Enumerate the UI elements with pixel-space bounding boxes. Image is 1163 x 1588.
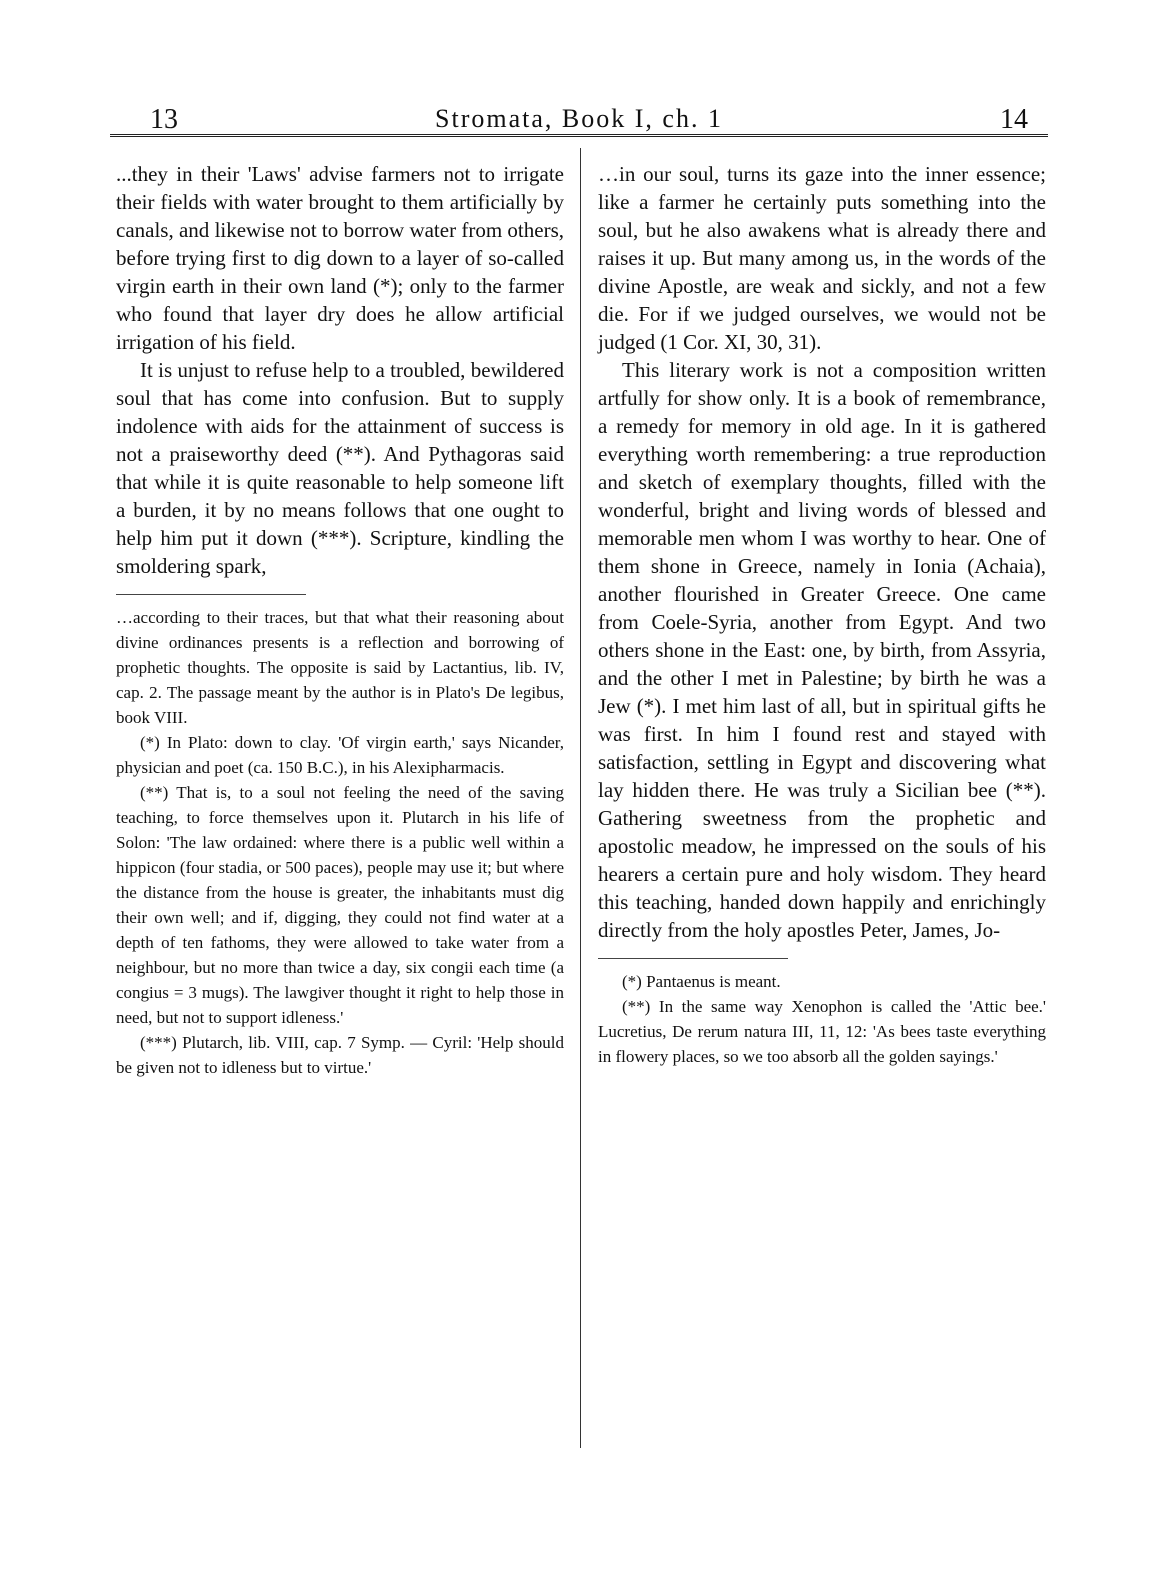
- body-paragraph: …in our soul, turns its gaze into the inner essence; like a farmer he certainly puts something into the soul, but he also awakens what is already there and raises it up. But many among us, in the words of the divine Apostle, are weak and sickly, and not a few die. For if we judged ourselves, we would not be judged (1 Cor. XI, 30, 31).: [598, 162, 1046, 354]
- header-rule: [110, 134, 1048, 137]
- footnote: (**) In the same way Xenophon is called the 'Attic bee.' Lucretius, De rerum natura III, 11, 12: 'As bees taste everything in flowery places, so we too absorb all the golden sayings.': [598, 997, 1046, 1066]
- footnote: (*) Pantaenus is meant.: [622, 972, 781, 991]
- body-paragraph: ...they in their 'Laws' advise farmers not to irrigate their fields with water brought to them artificially by canals, and likewise not to borrow water from others, before trying first to dig down to a layer of so-called virgin earth in their own land (*); only to the farmer who found that layer dry does he allow artificial irrigation of his field.: [116, 162, 564, 354]
- body-paragraph: It is unjust to refuse help to a troubled, bewildered soul that has come into confusion. But to supply indolence with aids for the attainment of success is not a praiseworthy deed (**). And Pythagoras said that while it is quite reasonable to help someone lift a burden, it by no means follows that one ought to help him put it down (***). Scripture, kindling the smoldering spark,: [116, 358, 564, 578]
- page-number-right: 14: [1000, 104, 1028, 135]
- footnote: (*) In Plato: down to clay. 'Of virgin earth,' says Nicander, physician and poet (ca. 150 B.C.), in his Alexipharmacis.: [116, 733, 564, 777]
- right-column: [598, 160, 1046, 1069]
- footnote: (***) Plutarch, lib. VIII, cap. 7 Symp. — Cyril: 'Help should be given not to idleness but to virtue.': [116, 1033, 564, 1077]
- footnote-separator: [116, 594, 306, 595]
- running-title: Stromata, Book I, ch. 1: [435, 104, 723, 133]
- footnote: (**) That is, to a soul not feeling the need of the saving teaching, to force themselves upon it. Plutarch in his life of Solon: 'The law ordained: where there is a public well within a hippicon (four stadia, or 500 paces), people may use it; but where the distance from the house is greater, the inhabitants must dig their own well; and if, digging, they could not find water at a depth of ten fathoms, they were allowed to take water from a neighbour, but no more than twice a day, six congii each time (a congius = 3 mugs). The lawgiver thought it right to help those in need, but not to support idleness.': [116, 783, 564, 1027]
- column-divider: [580, 148, 581, 1448]
- running-header: [110, 104, 1048, 144]
- body-paragraph: This literary work is not a composition written artfully for show only. It is a book of remembrance, a remedy for memory in old age. In it is gathered everything worth remembering: a true reproduction and sketch of exemplary thoughts, filled with the wonderful, bright and living words of blessed and memorable men whom I was worthy to hear. One of them shone in Greece, namely in Ionia (Achaia), another flourished in Greater Greece. One came from Coele-Syria, another from Egypt. And two others shone in the East: one, by birth, from Assyria, and the other I met in Palestine; by birth he was a Jew (*). I met him last of all, but in spiritual gifts he was first. In him I found rest and stayed with satisfaction, settling in Egypt and discovering what lay hidden there. He was truly a Sicilian bee (**). Gathering sweetness from the prophetic and apostolic meadow, he impressed on the souls of his hearers a certain pure and holy wisdom. They heard this teaching, handed down happily and enrichingly directly from the holy apostles Peter, James, Jo-: [598, 358, 1046, 942]
- left-column: [116, 160, 564, 1080]
- footnote-separator: [598, 958, 788, 959]
- footnote: …according to their traces, but that what their reasoning about divine ordinances presents is a reflection and borrowing of prophetic thoughts. The opposite is said by Lactantius, lib. IV, cap. 2. The passage meant by the author is in Plato's De legibus, book VIII.: [116, 608, 564, 727]
- page-number-left: 13: [150, 104, 178, 135]
